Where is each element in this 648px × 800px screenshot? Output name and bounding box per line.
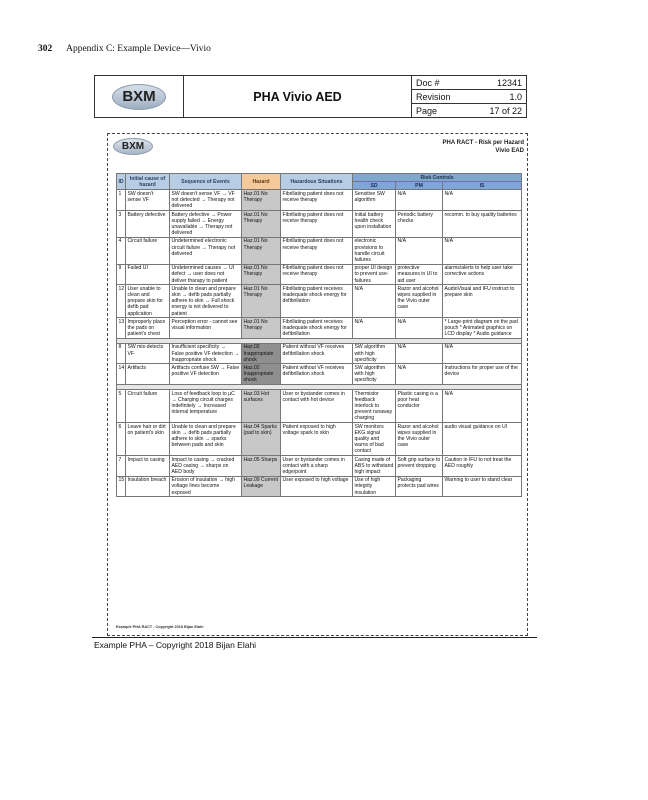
row-id: 5 [117, 390, 126, 423]
row-is: N/A [443, 190, 522, 211]
row-id: 9 [117, 264, 126, 285]
table-row [117, 456, 522, 477]
row-id: 12 [117, 285, 126, 318]
row-pm: protective measures in UI to aid user [396, 264, 443, 285]
revision-label: Revision [416, 91, 451, 102]
col-risk-controls: Risk Controls [353, 174, 522, 182]
row-sd: SW algorithm with high specificity [353, 364, 396, 385]
logo-cell [95, 76, 183, 117]
row-situation: User exposed to high voltage [281, 476, 353, 497]
row-sd: SW monitors EKG signal quality and warns of bad contact [353, 423, 396, 456]
row-sequence: Loss of feedback loop to µC → Charging circuit charges indefinitely → Increased internal temperature [170, 390, 242, 423]
row-situation: Fibrillating patient does not receive therapy [281, 237, 353, 264]
row-hazard: Haz.01 No Therapy [242, 264, 281, 285]
row-sd: N/A [353, 285, 396, 318]
row-hazard: Haz.02 Inappropriate shock [242, 364, 281, 385]
page-value: 17 of 22 [489, 105, 522, 116]
bxm-logo: BXM [112, 84, 166, 110]
row-id: 15 [117, 476, 126, 497]
row-sd: proper UI design to prevent use-failures [353, 264, 396, 285]
table-row [117, 237, 522, 264]
row-id: 7 [117, 456, 126, 477]
row-is: * Large-print diagram on the pad pouch * Animated graphics on LCD display * Audio guidance [443, 318, 522, 339]
footer-rule [92, 637, 537, 638]
row-sd: electronic provisions to handle circuit failures [353, 237, 396, 264]
row-cause: Circuit failure [126, 237, 170, 264]
row-situation: Patient exposed to high voltage spark to skin [281, 423, 353, 456]
row-sequence: Battery defective → Power supply failed → Energy unavailable → Therapy not delivered [170, 211, 242, 238]
row-sequence: Impact to casing → cracked AED casing → sharps on AED body [170, 456, 242, 477]
page-row [412, 104, 526, 117]
row-pm: Razor and alcohol wipes supplied in the Vivio outer case [396, 423, 443, 456]
row-pm: Razor and alcohol wipes supplied in the Vivio outer case [396, 285, 443, 318]
row-id: 3 [117, 211, 126, 238]
row-situation: Patient without VF receives defibrillation shock [281, 364, 353, 385]
row-cause: Impact to casing [126, 456, 170, 477]
row-pm: N/A [396, 318, 443, 339]
table-row [117, 211, 522, 238]
pha-table [116, 173, 522, 497]
row-is: recomm. to buy quality batteries [443, 211, 522, 238]
figure-title [418, 139, 524, 155]
row-pm: N/A [396, 343, 443, 364]
row-id: 14 [117, 364, 126, 385]
revision-value: 1.0 [509, 91, 522, 102]
table-header-row-1 [117, 174, 522, 182]
row-situation: Fibrillating patient does not receive therapy [281, 211, 353, 238]
row-situation: Patient without VF receives defibrillation shock [281, 343, 353, 364]
row-cause: Artifacts [126, 364, 170, 385]
document-meta [412, 76, 526, 117]
row-sequence: Artifacts confuse SW → False positive VF detection [170, 364, 242, 385]
row-id: 8 [117, 343, 126, 364]
row-is: AudioVisual and IFU instruct to prepare skin [443, 285, 522, 318]
row-cause: Failed UI [126, 264, 170, 285]
row-sequence: Perception error - cannot see visual information [170, 318, 242, 339]
col-pm: PM [396, 182, 443, 190]
table-row [117, 318, 522, 339]
row-sd: Initial battery health check upon installation [353, 211, 396, 238]
row-cause: Leave hair or dirt on patient's skin [126, 423, 170, 456]
row-sequence: Unable to clean and prepare skin → defib pads partially adhere to skin → sparks between pads and skin [170, 423, 242, 456]
row-pm: N/A [396, 237, 443, 264]
col-hazard: Hazard [242, 174, 281, 190]
col-sd: SD [353, 182, 396, 190]
row-sd: Use of high integrity insulation [353, 476, 396, 497]
row-is: audio visual guidance on UI [443, 423, 522, 456]
doc-number-row [412, 76, 526, 90]
doc-number-value: 12341 [496, 77, 522, 88]
row-situation: Fibrillating patient receives inadequate shock energy for defibrillation [281, 285, 353, 318]
row-sequence: Erosion of insulation → high voltage lines become exposed [170, 476, 242, 497]
document-header-table [94, 75, 527, 118]
row-id: 1 [117, 190, 126, 211]
row-pm: N/A [396, 190, 443, 211]
row-sd: Casing made of ABS to withstand high impact [353, 456, 396, 477]
row-hazard: Haz.03 Hot surfaces [242, 390, 281, 423]
row-hazard: Haz.01 No Therapy [242, 190, 281, 211]
row-hazard: Haz.01 No Therapy [242, 318, 281, 339]
row-sequence: Undetermined causes → UI defect → user does not deliver tharapy to patient [170, 264, 242, 285]
row-situation: Fibrillating patient does not receive therapy [281, 190, 353, 211]
row-sd: SW algorithm with high specificity [353, 343, 396, 364]
row-is: Caution in IFU to not treat the AED roughly [443, 456, 522, 477]
table-row [117, 190, 522, 211]
row-is: Warning to user to stand clear [443, 476, 522, 497]
row-situation: Fibrillating patient receives inadequate shock energy for defibrillation [281, 318, 353, 339]
row-cause: Improperly place the pads on patient's chest [126, 318, 170, 339]
row-cause: Battery defective [126, 211, 170, 238]
row-is: alarms/alerts to help user take corrective actions [443, 264, 522, 285]
row-pm: Packaging protects pad wires [396, 476, 443, 497]
row-hazard: Haz.01 No Therapy [242, 211, 281, 238]
col-initial-cause: Initial cause of hazard [126, 174, 170, 190]
page-header [38, 44, 211, 54]
revision-row [412, 90, 526, 104]
row-cause: Insulation breach [126, 476, 170, 497]
row-sd: Sensitive SW algorithm [353, 190, 396, 211]
table-row [117, 364, 522, 385]
col-hazardous-situations: Hazardous Situations [281, 174, 353, 190]
row-cause: Circuit failure [126, 390, 170, 423]
figure-caption: Example PHA – Copyright 2018 Bijan Elahi [94, 640, 257, 650]
row-is: N/A [443, 237, 522, 264]
row-hazard: Haz.01 No Therapy [242, 237, 281, 264]
table-row [117, 285, 522, 318]
row-cause: SW mis-detects VF [126, 343, 170, 364]
page-number: 302 [38, 44, 53, 54]
figure-bxm-logo: BXM [113, 138, 153, 155]
document-title: PHA Vivio AED [183, 76, 412, 117]
row-sd: N/A [353, 318, 396, 339]
row-sequence: Insufficient specificity → False positive VF detection → Inappropriate shock [170, 343, 242, 364]
table-row [117, 390, 522, 423]
row-hazard: Haz.04 Sparks (pad to skin) [242, 423, 281, 456]
row-situation: User or bystander comes in contact with a sharp edge/point [281, 456, 353, 477]
table-body [117, 190, 522, 497]
row-sequence: SW doesn't sense VF → VF not detected → Therapy not delivered [170, 190, 242, 211]
row-pm: Periodic battery checks [396, 211, 443, 238]
row-id: 13 [117, 318, 126, 339]
table-row [117, 476, 522, 497]
row-situation: Fibrillating patient does not receive therapy [281, 264, 353, 285]
row-pm: Soft grip surface to prevent dropping [396, 456, 443, 477]
col-id: ID [117, 174, 126, 190]
row-hazard: Haz.05 Sharps [242, 456, 281, 477]
row-is: N/A [443, 390, 522, 423]
row-sd: Thermistor feedback interlock to prevent runaway charging [353, 390, 396, 423]
row-situation: User or bystander comes in contact with hot device [281, 390, 353, 423]
table-row [117, 343, 522, 364]
col-is: IS [443, 182, 522, 190]
row-id: 4 [117, 237, 126, 264]
row-sequence: Undetermined electronic circuit failure → Therapy not delivered [170, 237, 242, 264]
row-cause: User unable to clean and prepare skin for defib pad application [126, 285, 170, 318]
table-row [117, 264, 522, 285]
row-pm: N/A [396, 364, 443, 385]
figure-copyright: Example PHA RACT - Copyright 2018 Bijan Elahi [116, 625, 204, 629]
row-is: N/A [443, 343, 522, 364]
row-hazard: Haz.01 No Therapy [242, 285, 281, 318]
figure-title-line1: PHA RACT - Risk per Hazard [442, 140, 524, 146]
col-sequence: Sequence of Events [170, 174, 242, 190]
figure-title-line2: Vivio EAD [495, 148, 524, 155]
doc-number-label: Doc # [416, 77, 440, 88]
row-pm: Plastic casing is a poor heat conductor [396, 390, 443, 423]
row-sequence: Unable to clean and prepare skin → defib pads partially adhere to skin → Full shock energy is not delivered to patient [170, 285, 242, 318]
row-is: Instructions for proper use of the device [443, 364, 522, 385]
row-hazard: Haz.09 Current Leakage [242, 476, 281, 497]
page-label: Page [416, 105, 438, 116]
row-hazard: Haz.02 Inappropriate shock [242, 343, 281, 364]
running-title: Appendix C: Example Device—Vivio [66, 44, 211, 54]
table-row [117, 423, 522, 456]
row-cause: SW doesn't sense VF [126, 190, 170, 211]
row-id: 6 [117, 423, 126, 456]
